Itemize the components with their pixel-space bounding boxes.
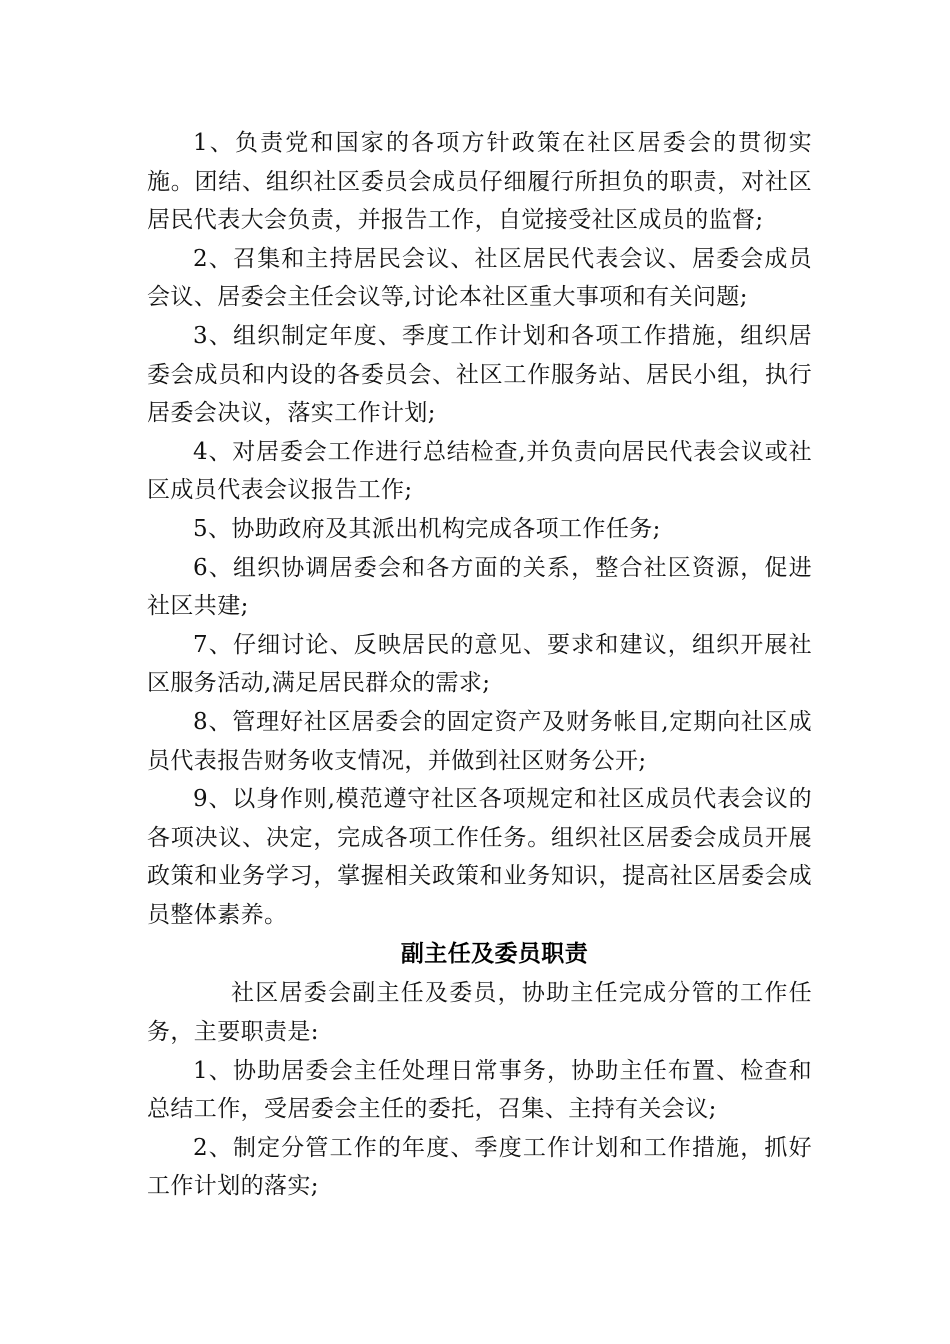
duty-item-7: 7、仔细讨论、反映居民的意见、要求和建议，组织开展社区服务活动,满足居民群众的需求;: [147, 631, 812, 697]
duty-item-9: 9、以身作则,模范遵守社区各项规定和社区成员代表会议的各项决议、决定，完成各项工作任务。组织社区居委会成员开展政策和业务学习，掌握相关政策和业务知识，提高社区居委会成员整体素养。: [147, 786, 812, 928]
duty-item-4: 4、对居委会工作进行总结检查,并负责向居民代表会议或社区成员代表会议报告工作;: [147, 438, 812, 504]
section-title: 副主任及委员职责: [400, 941, 589, 968]
document-body: [147, 124, 812, 1206]
deputy-duty-item-2: 2、制定分管工作的年度、季度工作计划和工作措施，抓好工作计划的落实;: [147, 1134, 812, 1200]
duty-item-5: 5、协助政府及其派出机构完成各项工作任务;: [193, 515, 661, 542]
duty-item-6: 6、组织协调居委会和各方面的关系，整合社区资源，促进社区共建;: [147, 554, 812, 620]
duty-item-8: 8、管理好社区居委会的固定资产及财务帐目,定期向社区成员代表报告财务收支情况，并做到社区财务公开;: [147, 708, 812, 774]
duty-item-1: 1、负责党和国家的各项方针政策在社区居委会的贯彻实施。团结、组织社区委员会成员仔细履行所担负的职责，对社区居民代表大会负责，并报告工作，自觉接受社区成员的监督;: [147, 130, 812, 234]
duty-item-3: 3、组织制定年度、季度工作计划和各项工作措施，组织居委会成员和内设的各委员会、社区工作服务站、居民小组，执行居委会决议，落实工作计划;: [147, 322, 812, 427]
deputy-duty-item-1: 1、协助居委会主任处理日常事务，协助主任布置、检查和总结工作，受居委会主任的委托，召集、主持有关会议;: [147, 1057, 812, 1123]
section-intro: 社区居委会副主任及委员，协助主任完成分管的工作任务，主要职责是:: [147, 980, 812, 1046]
duty-item-2: 2、召集和主持居民会议、社区居民代表会议、居委会成员会议、居委会主任会议等,讨论本社区重大事项和有关问题;: [147, 245, 812, 311]
